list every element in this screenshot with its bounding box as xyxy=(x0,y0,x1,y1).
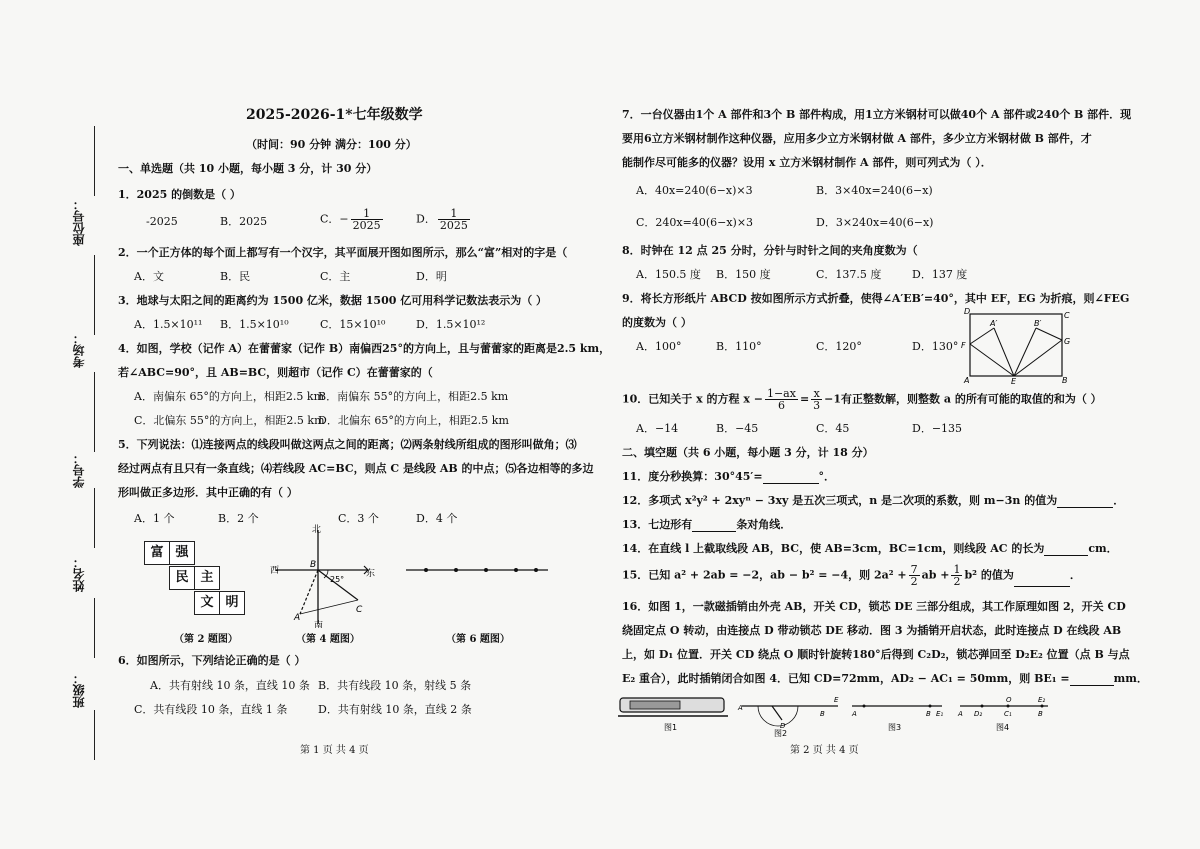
option-d: D．共有射线 10 条，直线 2 条 xyxy=(318,703,472,716)
south-label: 南 xyxy=(314,621,324,628)
section-heading: 二、填空题（共 6 小题，每小题 3 分，计 18 分） xyxy=(622,446,874,459)
question-7-line2: 要用6立方米钢材制作这种仪器，应用多少立方米钢材做 A 部件，多少立方米钢材做 B 部件，才 xyxy=(622,132,1092,145)
fig3-e1-label: E₁ xyxy=(936,710,944,718)
question-14: 14．在直线 l 上截取线段 AB，BC，使 AB=3cm，BC=1cm，则线段 AC 的长为 cm． xyxy=(622,542,1118,555)
figure-caption: （第 4 题图） xyxy=(296,634,360,645)
question-5-line2: 经过两点有且只有一条直线；⑷若线段 AC=BC，则点 C 是线段 AB 的中点；⑸各边相等的多边 xyxy=(118,462,594,475)
point-d-label: D xyxy=(964,307,971,316)
option-b: B．1.5×10¹⁰ xyxy=(220,318,289,331)
option-b: B．110° xyxy=(716,340,762,353)
option-a: A．100° xyxy=(636,340,682,353)
option-c: C．120° xyxy=(816,340,862,353)
point-e-label: E xyxy=(1011,377,1017,384)
net-cell: 富 xyxy=(144,541,170,565)
answer-blank[interactable] xyxy=(1057,497,1113,508)
question-15: 15．已知 a² + 2ab = −2，ab − b² = −4，则 2a² + $\frac{7}{2}$ ab + $\frac{1}{2}$ b² 的值为 ． xyxy=(622,563,1081,588)
margin-line xyxy=(94,126,95,196)
option-a: A．共有射线 10 条，直线 10 条 xyxy=(150,679,310,692)
question-13: 13．七边形有 条对角线． xyxy=(622,518,792,531)
name-label: 姓名： xyxy=(72,556,86,592)
fig2-b-label: B xyxy=(820,710,825,718)
option-b: B．共有线段 10 条，射线 5 条 xyxy=(318,679,472,692)
option-b: B．民 xyxy=(220,270,251,283)
question-5-line3: 形叫做正多边形．其中正确的有（ ） xyxy=(118,486,298,499)
figure-1-caption: 图1 xyxy=(664,723,678,732)
fig3-b-label: B xyxy=(926,710,931,718)
page-subtitle: （时间：90 分钟 满分：100 分） xyxy=(246,138,417,151)
folding-figure xyxy=(958,306,1074,384)
option-c: C．− $\frac{1}{2025}$ xyxy=(320,207,381,232)
north-label: 北 xyxy=(312,525,322,535)
option-d: D．4 个 xyxy=(416,512,458,525)
margin-line xyxy=(94,710,95,760)
question-9-line1: 9．将长方形纸片 ABCD 按如图所示方式折叠，使得∠A′EB′=40°，其中 EF，EG 为折痕，则∠FEG xyxy=(622,292,1130,305)
fig2-d-label: D xyxy=(780,722,786,730)
net-cell: 民 xyxy=(169,566,195,590)
fig4-d2-label: D₂ xyxy=(974,710,983,718)
option-b: B．2025 xyxy=(220,215,268,228)
point-g-label: G xyxy=(1064,337,1071,346)
option-b: B．150 度 xyxy=(716,268,771,281)
option-a: A．−14 xyxy=(636,422,679,435)
question-16-line4: E₂ 重合），此时插销闭合如图 4．已知 CD=72mm，AD₂ − AC₁ = 50mm，则 BE₁ = mm． xyxy=(622,672,1148,685)
option-c: C．北偏东 55°的方向上，相距2.5 km xyxy=(134,414,325,427)
margin-line xyxy=(94,372,95,452)
question-16-line2: 绕固定点 O 转动，由连接点 D 带动锁芯 DE 移动．图 3 为插销开启状态，此时连接点 D 在线段 AB xyxy=(622,624,1122,637)
answer-blank[interactable] xyxy=(763,473,819,484)
figure-4-caption: 图4 xyxy=(996,723,1010,732)
point-c-label: C xyxy=(1064,311,1070,320)
class-label: 班级： xyxy=(72,672,86,708)
option-d: D．137 度 xyxy=(912,268,968,281)
option-c: C．240x=40(6−x)×3 xyxy=(636,216,754,229)
question-4-line1: 4．如图，学校（记作 A）在蕾蕾家（记作 B）南偏西25°的方向上，且与蕾蕾家的距离是2.5 km， xyxy=(118,342,611,355)
question-9-line2: 的度数为（ ） xyxy=(622,316,692,329)
figure-2-caption: 图2 xyxy=(774,729,788,738)
point-b-label: B xyxy=(310,560,317,570)
question-7-line3: 能制作尽可能多的仪器？设用 x 立方米钢材制作 A 部件，则可列式为（ ）． xyxy=(622,156,992,169)
point-b-label: B xyxy=(1062,376,1068,384)
fig4-e2-label: E₂ xyxy=(1038,696,1046,704)
figure-caption: （第 6 题图） xyxy=(446,634,510,645)
option-a: A．1.5×10¹¹ xyxy=(134,318,203,331)
page-footer: 第 2 页 共 4 页 xyxy=(790,745,859,756)
question-16-line1: 16．如图 1，一款磁插销由外壳 AB，开关 CD，锁芯 DE 三部分组成，其工作原理如图 2，开关 CD xyxy=(622,600,1126,613)
question-8: 8．时钟在 12 点 25 分时，分针与时针之间的夹角度数为（ xyxy=(622,244,918,257)
option-a: A．南偏东 65°的方向上，相距2.5 km xyxy=(134,390,325,403)
option-c: C．15×10¹⁰ xyxy=(320,318,386,331)
point-a-label: A xyxy=(294,613,301,623)
section-heading: 一、单选题（共 10 小题，每小题 3 分，计 30 分） xyxy=(118,162,378,175)
fig4-o-label: O xyxy=(1006,696,1012,704)
west-label: 西 xyxy=(270,566,280,576)
option-c: C．45 xyxy=(816,422,850,435)
page-footer: 第 1 页 共 4 页 xyxy=(300,745,369,756)
fig4-a-label: A xyxy=(958,710,963,718)
answer-blank[interactable] xyxy=(1070,675,1114,686)
line-points-figure xyxy=(402,560,552,580)
margin-line xyxy=(94,255,95,335)
fig4-c1-label: C₁ xyxy=(1004,710,1012,718)
question-5-line1: 5．下列说法：⑴连接两点的线段叫做这两点之间的距离；⑵两条射线所组成的图形叫做角；⑶ xyxy=(118,438,577,451)
fig2-e-label: E xyxy=(834,696,839,704)
question-1: 1．2025 的倒数是（ ） xyxy=(118,188,241,201)
margin-line xyxy=(94,598,95,658)
margin-line xyxy=(94,488,95,548)
answer-blank[interactable] xyxy=(692,521,736,532)
option-d: D．130° xyxy=(912,340,959,353)
answer-blank[interactable] xyxy=(1014,576,1070,587)
question-4-line2: 若∠ABC=90°，且 AB=BC，则超市（记作 C）在蕾蕾家的（ xyxy=(118,366,433,379)
option-a: A．1 个 xyxy=(134,512,175,525)
option-b: B．2 个 xyxy=(218,512,259,525)
figure-3-caption: 图3 xyxy=(888,723,902,732)
latch-figures xyxy=(612,692,1052,738)
fig3-a-label: A xyxy=(852,710,857,718)
angle-label: 25° xyxy=(330,575,345,584)
question-3: 3．地球与太阳之间的距离约为 1500 亿米，数据 1500 亿可用科学记数法表示为（ ） xyxy=(118,294,548,307)
net-cell: 强 xyxy=(169,541,195,565)
question-16-line3: 上，如 D₁ 位置．开关 CD 绕点 O 顺时针旋转180°后得到 C₂D₂，锁芯弹回至 D₂E₂ 位置（点 B 与点 xyxy=(622,648,1130,661)
option-a: A．40x=240(6−x)×3 xyxy=(636,184,753,197)
question-12: 12．多项式 x²y² + 2xyⁿ − 3xy 是五次三项式，n 是二次项的系数，则 m−3n 的值为 ． xyxy=(622,494,1125,507)
option-a: -2025 xyxy=(146,215,178,228)
net-cell: 明 xyxy=(219,591,245,615)
option-a: A．150.5 度 xyxy=(636,268,701,281)
option-d: D．北偏东 65°的方向上，相距2.5 km xyxy=(318,414,509,427)
point-f-label: F xyxy=(961,341,966,350)
option-a: A．文 xyxy=(134,270,164,283)
option-d: D．3×240x=40(6−x) xyxy=(816,216,934,229)
net-cell: 主 xyxy=(194,566,220,590)
option-b: B．−45 xyxy=(716,422,759,435)
net-cell: 文 xyxy=(194,591,220,615)
fig4-b-label: B xyxy=(1038,710,1043,718)
room-label: 考场： xyxy=(72,332,86,368)
answer-blank[interactable] xyxy=(1044,545,1088,556)
fig2-a-label: A xyxy=(738,704,743,712)
question-7-line1: 7．一台仪器由1个 A 部件和3个 B 部件构成，用1立方米钢材可以做40个 A 部件或240个 B 部件．现 xyxy=(622,108,1132,121)
question-11: 11．度分秒换算：30°45′= °． xyxy=(622,470,836,483)
point-c-label: C xyxy=(356,605,363,615)
option-b: B．3×40x=240(6−x) xyxy=(816,184,933,197)
option-c: C．137.5 度 xyxy=(816,268,882,281)
number-label: 学号： xyxy=(72,452,86,488)
point-b-prime-label: B′ xyxy=(1034,319,1042,328)
compass-figure xyxy=(268,520,378,628)
question-6: 6．如图所示，下列结论正确的是（ ） xyxy=(118,654,306,667)
question-2: 2．一个正方体的每个面上都写有一个汉字，其平面展开图如图所示，那么“富”相对的字是（ xyxy=(118,246,568,259)
point-a-label: A xyxy=(964,376,970,384)
option-d: D． $\frac{1}{2025}$ xyxy=(416,207,468,232)
option-c: C．共有线段 10 条，直线 1 条 xyxy=(134,703,288,716)
point-a-prime-label: A′ xyxy=(990,319,998,328)
option-c: C．3 个 xyxy=(338,512,379,525)
east-label: 东 xyxy=(366,569,376,579)
option-d: D．1.5×10¹² xyxy=(416,318,486,331)
option-d: D．−135 xyxy=(912,422,963,435)
figure-caption: （第 2 题图） xyxy=(174,634,238,645)
page-title: 2025-2026-1*七年级数学 xyxy=(246,107,423,123)
question-10: 10．已知关于 x 的方程 x − $\frac{1-ax}{6}$ = $\frac{x}{3}$ −1有正整数解，则整数 a 的所有可能的取值的和为（ ） xyxy=(622,387,1102,412)
option-d: D．明 xyxy=(416,270,447,283)
option-b: B．南偏东 55°的方向上，相距2.5 km xyxy=(318,390,509,403)
seat-label: 座位号： xyxy=(72,198,86,246)
option-c: C．主 xyxy=(320,270,351,283)
